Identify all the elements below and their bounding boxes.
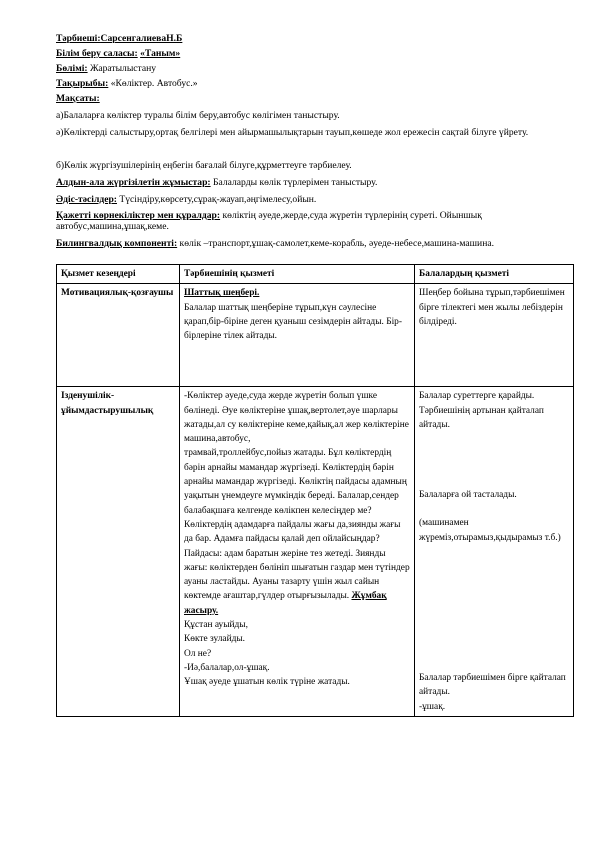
prework-label: Алдын-ала жүргізілетін жұмыстар: — [56, 177, 211, 188]
teacher-cell-search — [180, 387, 415, 717]
riddle-line: Көкте зулайды. — [184, 634, 246, 645]
stage-cell-motivation: Мотивациялық-қозғаушы — [57, 284, 180, 387]
area-label: Білім беру саласы: — [56, 48, 138, 59]
topic-line — [56, 78, 556, 89]
spacer — [419, 446, 569, 460]
materials-label: Қажетті көрнекіліктер мен құралдар: — [56, 210, 221, 221]
methods-line — [56, 194, 556, 205]
riddle-line: -Иә,балалар,ол-ұшақ. — [184, 662, 270, 673]
children-note: (машинамен жүреміз,отырамыз,қыдырамыз т.б.) — [419, 518, 561, 543]
spacer — [419, 587, 569, 601]
col-header-stage: Қызмет кезеңдері — [57, 265, 180, 284]
teacher-value: СарсенгалиеваН.Б — [100, 33, 183, 44]
teacher-cell-motivation — [180, 284, 415, 387]
area-line — [56, 48, 556, 59]
riddle-line: Ол не? — [184, 648, 212, 659]
materials-line — [56, 210, 556, 232]
children-note: Балаларға ой тасталады. — [419, 490, 517, 501]
prework-line — [56, 177, 556, 188]
teacher-paragraph: трамвай,троллейбус,пойыз жатады. Бұл көліктердің бәрін арнайы мамандар жүргізеді. Көліктердің бәрін арнайы мамандар жүргізеді. Көліктің пайдасы адамның уақытын үнемдеуге мүмкіндік береді. Балалар,сендер балабақшаға келгенде көлікпен келесіңдер ме? — [184, 448, 407, 516]
spacer — [419, 545, 569, 559]
goals-line — [56, 93, 556, 104]
goal-c: б)Көлік жүргізушілерінің еңбегін бағалай білуге,құрметтеуге тәрбиелеу. — [56, 160, 352, 171]
table-header-row — [57, 265, 574, 284]
spacer — [419, 432, 569, 446]
table-row — [57, 284, 574, 387]
spacer — [419, 460, 569, 474]
lesson-plan-table — [56, 264, 574, 717]
teacher-label: Тәрбиеші: — [56, 33, 101, 44]
spacer — [419, 629, 569, 643]
spacer — [419, 502, 569, 516]
methods-value: Түсіндіру,көрсету,сұрақ-жауап,әңгімелесу,ойын. — [119, 194, 317, 205]
col-header-children: Балалардың қызметі — [415, 265, 574, 284]
table-row — [57, 387, 574, 717]
bilingual-value: көлік –транспорт,ұшақ-самолет,кеме-корабль, әуеде-небесе,машина-машина. — [179, 238, 494, 249]
spacer — [419, 657, 569, 671]
section-value: Жаратылыстану — [90, 63, 157, 74]
stage-cell-search: Ізденушілік-ұйымдастырушылық — [57, 387, 180, 717]
spacer — [419, 573, 569, 587]
teacher-paragraph: Пайдасы: адам баратын жеріне тез жетеді. Зиянды жағы: көліктерден бөлініп шығатын газдар мен түтіндер ауаны ластайды. Ауаны тазарту үшін жыл сайын көктемде ағаштар,гүлдер отырғызылады. — [184, 548, 410, 602]
section-label: Бөлімі: — [56, 63, 88, 74]
materials-value: көліктің әуеде,жерде,суда жүретін түрлерінің суреті. Ойыншық автобус,машина,ұшақ,кеме. — [56, 210, 482, 232]
topic-value: «Көліктер. Автобус.» — [110, 78, 198, 89]
topic-label: Тақырыбы: — [56, 78, 109, 89]
children-note: Балалар суреттерге қарайды. Тәрбиешінің артынан қайталап айтады. — [419, 391, 544, 430]
spacer — [419, 559, 569, 573]
children-cell-motivation: Шеңбер бойына тұрып,тәрбиешімен бірге тілектегі мен жылы лебіздерін білдіреді. — [415, 284, 574, 387]
spacer — [419, 643, 569, 657]
teacher-paragraph: -Көліктер әуеде,суда жерде жүретін болып үшке бөлінеді. Әуе көліктеріне ұшақ,вертолет,әуе шарлары жатады,ал су көліктеріне кеме,қайық,ал жер көліктеріне машина,автобус, — [184, 391, 409, 445]
riddle-title: Жұмбақ жасыру. — [184, 591, 387, 616]
spacer — [419, 474, 569, 488]
children-note: Балалар тәрбиешімен бірге қайталап айтады. — [419, 673, 566, 698]
section-line — [56, 63, 556, 74]
teacher-line — [56, 33, 556, 44]
methods-label: Әдіс-тәсілдер: — [56, 194, 117, 205]
goals-label: Мақсаты: — [56, 93, 100, 104]
circle-text: Балалар шаттық шеңберіне тұрып,күн сәулесіне қарап,бір-біріне деген қуаныш сезімдерін айтады. Бір-бірлеріне тілек айтады. — [184, 302, 402, 342]
bilingual-label: Билингвалдық компоненті: — [56, 238, 178, 249]
area-value: «Таным» — [140, 48, 181, 59]
bilingual-line — [56, 238, 556, 249]
spacer — [419, 615, 569, 629]
spacer — [419, 601, 569, 615]
riddle-line: Ұшақ әуеде ұшатын көлік түріне жатады. — [184, 677, 350, 688]
goal-a: а)Балаларға көліктер туралы білім беру,автобус көлігімен таныстыру. — [56, 110, 340, 121]
children-note: -ұшақ. — [419, 701, 446, 712]
col-header-teacher: Тәрбиешінің қызметі — [180, 265, 415, 284]
teacher-paragraph: Көліктердің адамдарға пайдалы жағы да,зиянды жағы да бар. Адамға пайдасы қалай деп ойлайсыңдар? — [184, 519, 401, 545]
riddle-line: Құстан ауыйды, — [184, 620, 248, 631]
prework-value: Балаларды көлік түрлерімен таныстыру. — [213, 177, 378, 188]
children-cell-search — [415, 387, 574, 717]
goal-b: ә)Көліктерді салыстыру,ортақ белгілері мен айырмашылықтарын тауып,көшеде жол ережесін сақтай білуге үйрету. — [56, 127, 529, 138]
circle-title: Шаттық шеңбері. — [184, 288, 260, 299]
